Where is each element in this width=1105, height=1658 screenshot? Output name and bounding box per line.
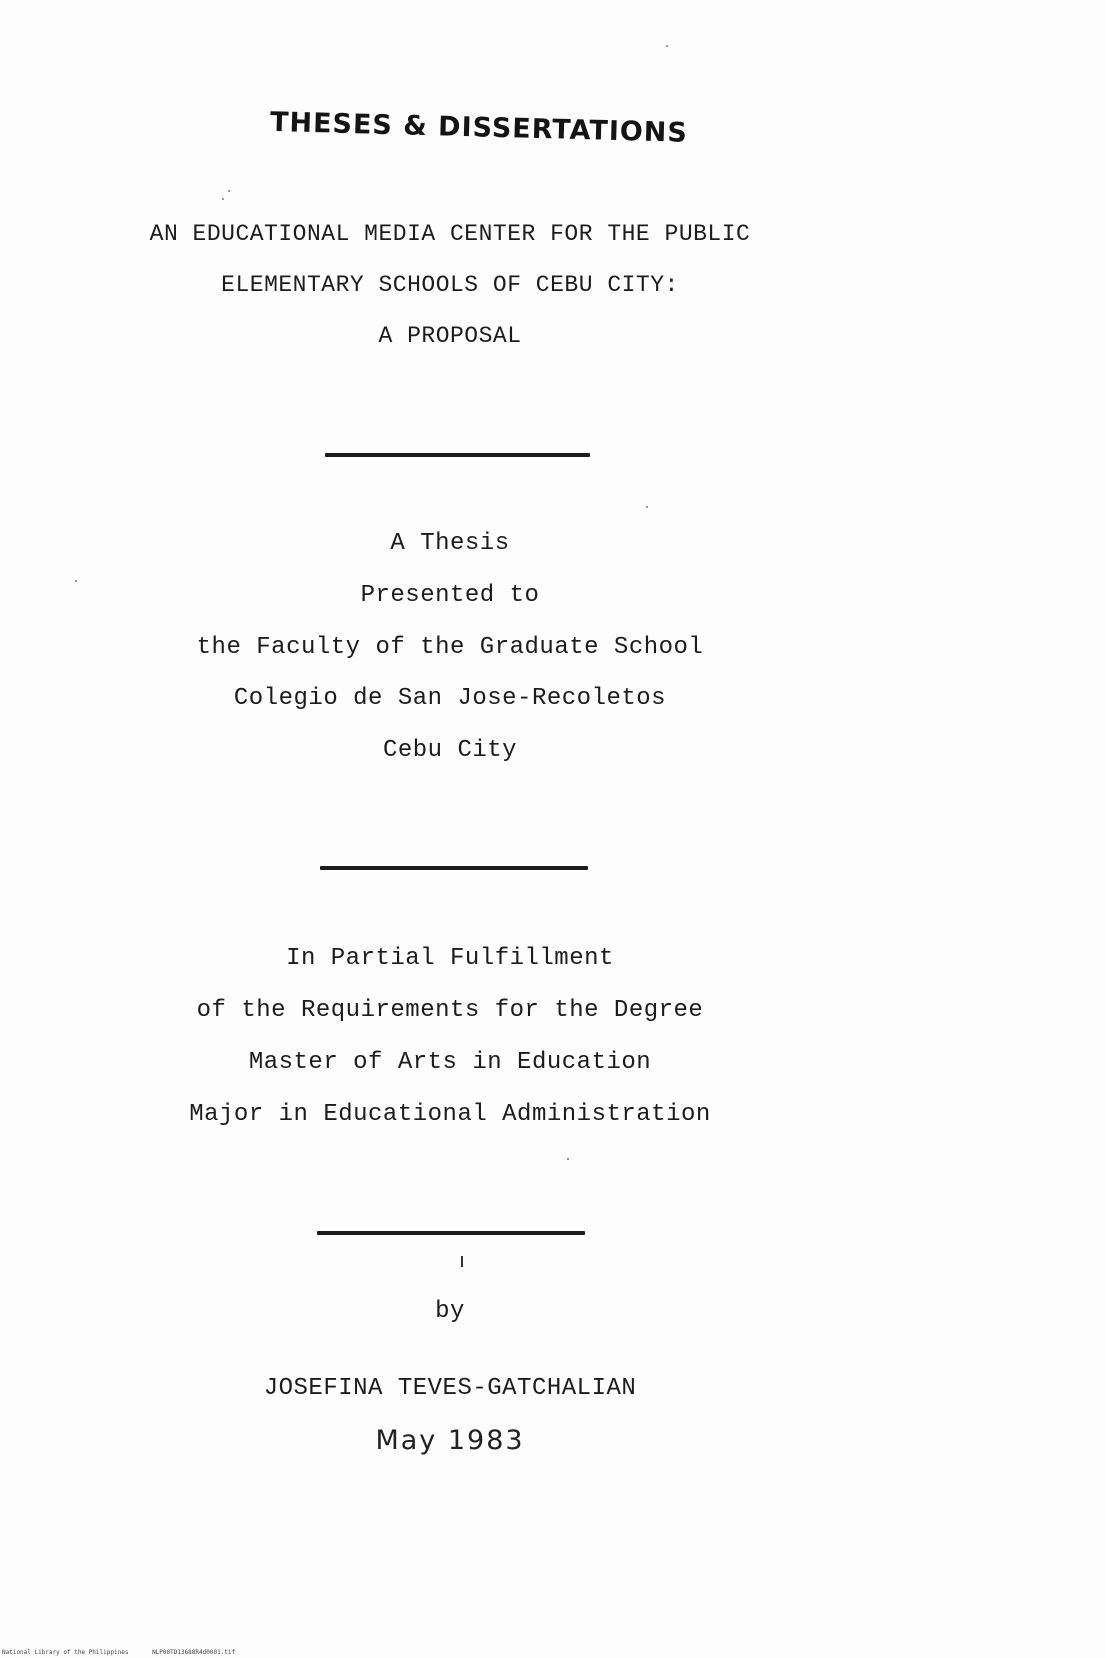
title-line-1: AN EDUCATIONAL MEDIA CENTER FOR THE PUBLIC xyxy=(149,221,751,247)
library-credit: National Library of the Philippines xyxy=(2,1649,129,1656)
city-name: Cebu City xyxy=(382,737,518,764)
by-label: by xyxy=(435,1298,465,1325)
scan-speck xyxy=(222,198,224,200)
scan-speck xyxy=(666,45,668,47)
faculty-line: the Faculty of the Graduate School xyxy=(196,634,704,661)
major-line: Major in Educational Administration xyxy=(189,1101,711,1128)
file-id: NLP00TD13688R4d0001.tif xyxy=(152,1649,236,1656)
divider-rule xyxy=(325,453,590,457)
scan-speck xyxy=(567,1158,569,1160)
theses-dissertations-stamp: THESES & DISSERTATIONS xyxy=(269,106,689,149)
scan-speck xyxy=(646,506,648,508)
fulfillment-line-1: In Partial Fulfillment xyxy=(286,945,614,972)
degree-line: Master of Arts in Education xyxy=(248,1049,652,1076)
scan-tick-mark xyxy=(461,1256,463,1267)
divider-rule xyxy=(320,866,588,870)
title-line-3: A PROPOSAL xyxy=(378,323,522,349)
author-name: JOSEFINA TEVES-GATCHALIAN xyxy=(263,1375,637,1402)
college-name: Colegio de San Jose-Recoletos xyxy=(233,685,667,712)
handwritten-date: May 1983 xyxy=(375,1425,525,1456)
fulfillment-line-2: of the Requirements for the Degree xyxy=(196,997,704,1024)
scan-speck xyxy=(228,190,230,192)
thesis-label: A Thesis xyxy=(390,530,510,557)
divider-rule xyxy=(317,1231,585,1235)
scan-footer xyxy=(2,1649,235,1656)
title-line-2: ELEMENTARY SCHOOLS OF CEBU CITY: xyxy=(221,272,679,298)
presented-to: Presented to xyxy=(360,582,540,609)
